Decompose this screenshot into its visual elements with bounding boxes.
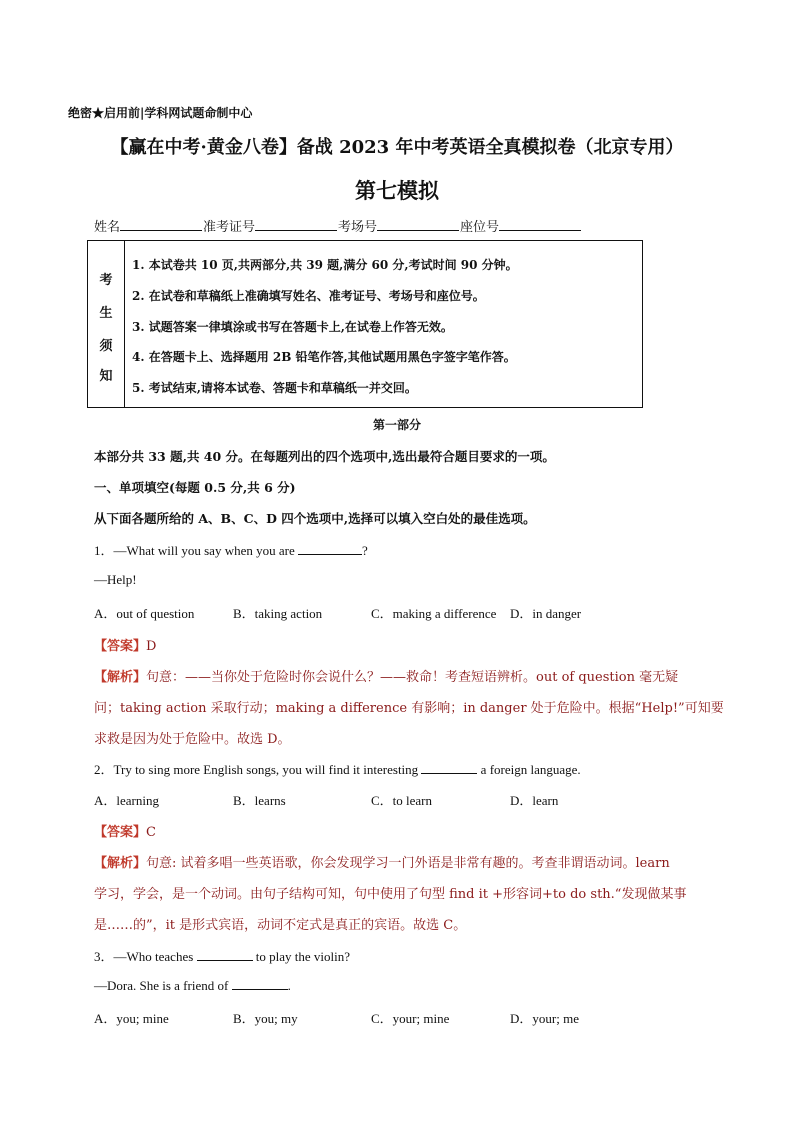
name-blank[interactable]: [120, 218, 202, 231]
notice-item: 4. 在答题卡上、选择题用 2B 铅笔作答,其他试题用黑色字签字笔作答。: [132, 350, 516, 364]
option-b: B．learns: [233, 793, 286, 808]
ticket-blank[interactable]: [255, 218, 337, 231]
analysis-text: 句意: 试着多唱一些英语歌，你会发现学习一门外语是非常有趣的。考查非谓语动词。learn: [146, 856, 670, 871]
notice-label-char: 须: [99, 339, 113, 354]
option-c: C．making a difference: [371, 606, 497, 621]
analysis-line: 求救是因为处于危险中。故选 D。: [94, 732, 291, 747]
answer-blank: [298, 542, 362, 555]
option-c: C．your; mine: [371, 1011, 450, 1026]
room-label: 考场号: [338, 220, 378, 235]
stem-text: to play the violin?: [255, 949, 351, 964]
analysis-tag: 【解析】: [94, 670, 147, 685]
answer-blank: [197, 948, 253, 961]
exam-subtitle: 第七模拟: [355, 178, 439, 203]
analysis-tag: 【解析】: [94, 856, 147, 871]
reply-text: .: [287, 978, 291, 993]
stem-text: a foreign language.: [480, 762, 581, 777]
room-blank[interactable]: [377, 218, 459, 231]
analysis-line: 学习，学会，是一个动词。由句子结构可知，句中使用了句型 find it +形容词+to do sth.“发现做某事: [94, 887, 687, 902]
seat-label: 座位号: [460, 220, 500, 235]
notice-label-char: 知: [99, 369, 113, 384]
stem-text: 1．—What will you say when you are: [94, 543, 295, 558]
answer-line: [94, 635, 156, 654]
question-reply: —Help!: [94, 572, 137, 587]
part-heading: 第一部分: [372, 418, 421, 432]
stem-text: 2．Try to sing more English songs, you will find it interesting: [94, 762, 419, 777]
analysis-text: 句意：——当你处于危险时你会说什么？——救命！考查短语辨析。out of question 毫无疑: [146, 670, 679, 685]
question-stem: [94, 540, 368, 559]
exam-title: 【赢在中考·黄金八卷】备战 2023 年中考英语全真模拟卷（北京专用）: [110, 137, 684, 158]
option-b: B．taking action: [233, 606, 323, 621]
analysis-line: [94, 852, 670, 871]
option-d: D．learn: [510, 793, 559, 808]
option-a: A．out of question: [94, 606, 195, 621]
answer-tag: 【答案】: [94, 639, 147, 654]
answer-value: C: [146, 825, 156, 840]
question-reply: [94, 977, 291, 994]
analysis-line: [94, 666, 678, 685]
option-c: C．to learn: [371, 793, 433, 808]
notice-item: 3. 试题答案一律填涂或书写在答题卡上,在试卷上作答无效。: [132, 320, 453, 334]
option-d: D．your; me: [510, 1011, 579, 1026]
answer-value: D: [146, 639, 157, 654]
notice-label-char: 生: [99, 306, 113, 321]
part-intro: 本部分共 33 题,共 40 分。在每题列出的四个选项中,选出最符合题目要求的一项。: [94, 449, 555, 464]
candidate-notice-box: [87, 240, 643, 408]
stem-text: ?: [361, 543, 368, 558]
stem-text: 3．—Who teaches: [94, 949, 194, 964]
analysis-line: 是……的”，it 是形式宾语，动词不定式是真正的宾语。故选 C。: [94, 918, 467, 933]
option-a: A．learning: [94, 793, 159, 808]
option-d: D．in danger: [510, 606, 582, 621]
ticket-label: 准考证号: [203, 220, 256, 235]
analysis-line: 问；taking action 采取行动；making a difference 有影响；in danger 处于危险中。根据“Help!”可知要: [94, 701, 724, 716]
seat-blank[interactable]: [499, 218, 581, 231]
notice-item: 1. 本试卷共 10 页,共两部分,共 39 题,满分 60 分,考试时间 90 分钟。: [132, 258, 518, 272]
section-instruction: 从下面各题所给的 A、B、C、D 四个选项中,选择可以填入空白处的最佳选项。: [94, 511, 536, 526]
answer-line: [94, 821, 156, 840]
option-b: B．you; my: [233, 1011, 298, 1026]
notice-item: 2. 在试卷和草稿纸上准确填写姓名、准考证号、考场号和座位号。: [132, 289, 485, 303]
notice-label-char: 考: [99, 273, 113, 288]
answer-tag: 【答案】: [94, 825, 147, 840]
option-a: A．you; mine: [94, 1011, 169, 1026]
notice-item: 5. 考试结束,请将本试卷、答题卡和草稿纸一并交回。: [132, 381, 417, 395]
question-stem: [94, 759, 581, 778]
answer-blank: [421, 761, 477, 774]
reply-text: —Dora. She is a friend of: [94, 978, 229, 993]
confidential-header: 绝密★启用前|学科网试题命制中心: [68, 106, 253, 120]
notice-label-column: [88, 241, 125, 407]
question-stem: [94, 946, 350, 965]
answer-blank: [232, 977, 288, 990]
section-title: 一、单项填空(每题 0.5 分,共 6 分): [94, 480, 296, 495]
candidate-info-line: [94, 216, 582, 235]
name-label: 姓名: [94, 220, 121, 235]
